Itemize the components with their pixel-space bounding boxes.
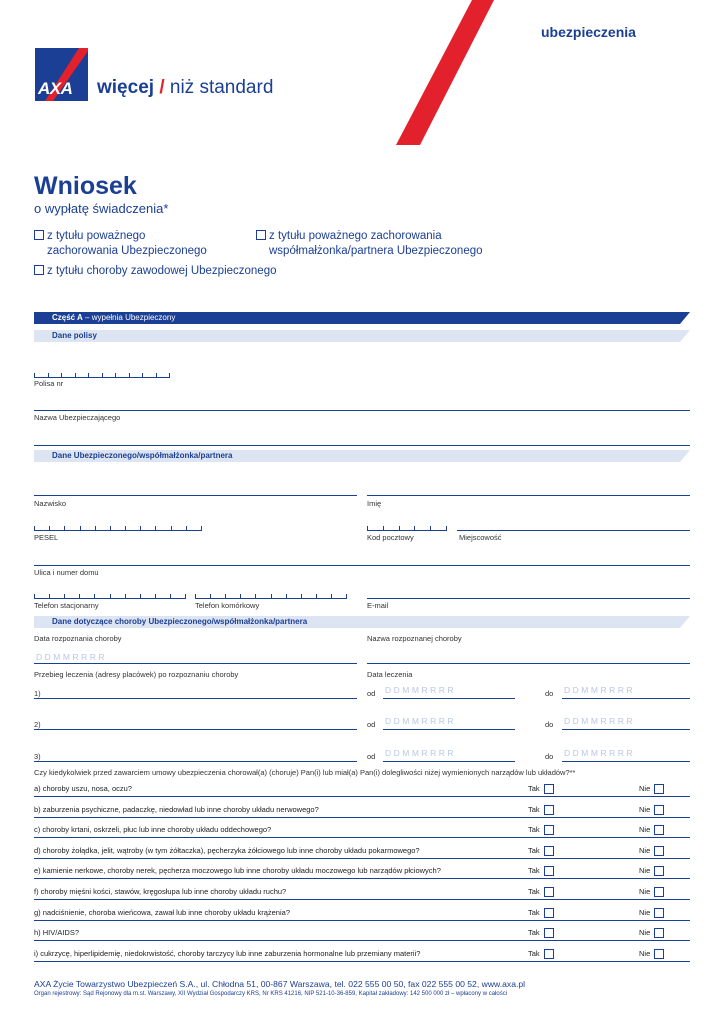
no-label: Nie (639, 825, 651, 835)
option-spouse-illness[interactable] (256, 229, 483, 259)
yes-label: Tak (528, 866, 540, 876)
digit-divider (185, 594, 186, 598)
no-label: Nie (639, 783, 651, 793)
digit-divider (225, 594, 226, 598)
dane-polisy-heading: Dane polisy (52, 331, 97, 340)
from-date-field[interactable]: DDMMRRRR (385, 748, 456, 758)
treatment-date-label: Data leczenia (367, 670, 413, 679)
digit-divider (110, 526, 111, 530)
health-question-text: c) choroby krtani, oskrzeli, płuc lub inne choroby układu oddechowego? (34, 825, 272, 835)
digit-divider (171, 526, 172, 530)
no-option[interactable] (639, 825, 664, 835)
health-question-text: h) HIV/AIDS? (34, 928, 80, 938)
to-date-line (562, 698, 690, 699)
yes-checkbox[interactable] (544, 784, 554, 794)
no-option[interactable] (639, 784, 664, 794)
no-label: Nie (639, 928, 651, 938)
treatment-course-label: Przebieg leczenia (adresy placówek) po rozpoznaniu choroby (34, 670, 239, 679)
digit-divider (240, 594, 241, 598)
digit-divider (286, 594, 287, 598)
health-question-row (34, 817, 690, 838)
no-label: Nie (639, 804, 651, 814)
from-label: od (367, 752, 376, 761)
pesel-field[interactable] (34, 524, 202, 531)
firstname-label: Imię (367, 499, 382, 508)
no-checkbox[interactable] (654, 825, 664, 835)
page-subtitle: o wypłatę świadczenia* (34, 201, 169, 216)
digit-divider (94, 594, 95, 598)
digit-divider (49, 526, 50, 530)
yes-option[interactable] (528, 825, 554, 835)
firstname-line[interactable] (367, 495, 690, 496)
diagnosis-date-label: Data rozpoznania choroby (34, 634, 122, 643)
yes-label: Tak (528, 928, 540, 938)
digit-divider (331, 594, 332, 598)
yes-option[interactable] (528, 908, 554, 918)
yes-option[interactable] (528, 887, 554, 897)
digit-divider (195, 594, 196, 598)
digit-divider (61, 373, 62, 377)
section-a-title: Część A – wypełnia Ubezpieczony (52, 313, 176, 322)
digit-divider (346, 594, 347, 598)
health-question-text: d) choroby żołądka, jelit, wątroby (w tym żółtaczka), pęcherzyka żółciowego lub inne choroby układu pokarmowego? (34, 845, 420, 855)
no-option[interactable] (639, 866, 664, 876)
surname-line[interactable] (34, 495, 357, 496)
health-question-row (34, 941, 690, 962)
to-date-field[interactable]: DDMMRRRR (564, 685, 635, 695)
digit-divider (88, 373, 89, 377)
yes-checkbox[interactable] (544, 949, 554, 959)
digit-divider (140, 526, 141, 530)
no-checkbox[interactable] (654, 846, 664, 856)
option-spouse-illness-label2: współmałżonka/partnera Ubezpieczonego (269, 245, 483, 257)
no-label: Nie (639, 886, 651, 896)
health-questions-intro: Czy kiedykolwiek przed zawarciem umowy ubezpieczenia chorował(a) (choruje) Pan(i) lub miał(a) Pan(i) dolegliwości niżej wymienionych narządów lub układów?** (34, 768, 576, 777)
slogan (97, 77, 273, 99)
yes-checkbox[interactable] (544, 805, 554, 815)
yes-checkbox[interactable] (544, 908, 554, 918)
email-label: E-mail (367, 601, 389, 610)
digit-divider (316, 594, 317, 598)
landline-label: Telefon stacjonarny (34, 601, 99, 610)
digit-divider (140, 594, 141, 598)
digit-divider (169, 373, 170, 377)
slogan-slash: / (159, 77, 165, 98)
no-checkbox[interactable] (654, 949, 664, 959)
yes-option[interactable] (528, 928, 554, 938)
axa-logo-text: AXA (38, 79, 73, 98)
yes-label: Tak (528, 886, 540, 896)
treatment-row-number: 2) (34, 720, 41, 729)
digit-divider (49, 594, 50, 598)
treatment-address-line[interactable] (34, 698, 357, 699)
axa-logo (35, 48, 88, 101)
option-own-illness-label2: zachorowania Ubezpieczonego (47, 245, 207, 257)
digit-divider (271, 594, 272, 598)
policy-number-field[interactable] (34, 371, 170, 378)
no-label: Nie (639, 907, 651, 917)
yes-label: Tak (528, 783, 540, 793)
health-question-text: i) cukrzycę, hiperlipidemię, niedokrwistość, choroby tarczycy lub inne zaburzenia hormonalne lub przemiany materii? (34, 948, 421, 958)
digit-divider (125, 594, 126, 598)
option-occupational-label: z tytułu choroby zawodowej Ubezpieczonego (47, 265, 277, 277)
health-question-row (34, 920, 690, 941)
yes-label: Tak (528, 948, 540, 958)
diagnosis-date-field[interactable]: DDMMRRRR (36, 652, 107, 662)
postal-code-field[interactable] (367, 524, 447, 531)
digit-divider (170, 594, 171, 598)
option-occupational-checkbox[interactable] (34, 265, 44, 275)
policyholder-line (34, 410, 690, 411)
treatment-row-number: 3) (34, 752, 41, 761)
email-line[interactable] (367, 598, 690, 599)
digit-divider (142, 373, 143, 377)
health-question-text: f) choroby mięśni kości, stawów, kręgosłupa lub inne choroby układu ruchu? (34, 887, 287, 896)
to-date-line (562, 729, 690, 730)
digit-divider (255, 594, 256, 598)
digit-divider (34, 594, 35, 598)
red-stripe (380, 0, 500, 145)
digit-divider (399, 526, 400, 530)
yes-checkbox[interactable] (544, 887, 554, 897)
yes-option[interactable] (528, 805, 554, 815)
pesel-label: PESEL (34, 533, 59, 542)
treatment-address-line[interactable] (34, 761, 357, 762)
to-label: do (545, 689, 554, 698)
digit-divider (64, 594, 65, 598)
no-checkbox[interactable] (654, 928, 664, 938)
digit-divider (155, 594, 156, 598)
digit-divider (102, 373, 103, 377)
diagnosis-name-line[interactable] (367, 663, 690, 664)
digit-divider (301, 594, 302, 598)
health-question-text: e) kamienie nerkowe, choroby nerek, pęcherza moczowego lub inne choroby układu moczowego lub narządów płciowych? (34, 866, 441, 876)
from-label: od (367, 720, 376, 729)
no-option[interactable] (639, 928, 664, 938)
digit-divider (95, 526, 96, 530)
digit-divider (210, 594, 211, 598)
option-spouse-illness-checkbox[interactable] (256, 230, 266, 240)
no-checkbox[interactable] (654, 887, 664, 897)
diagnosis-name-label: Nazwa rozpoznanej choroby (367, 634, 462, 643)
yes-checkbox[interactable] (544, 825, 554, 835)
digit-divider (110, 594, 111, 598)
yes-option[interactable] (528, 949, 554, 959)
yes-label: Tak (528, 845, 540, 855)
digit-divider (75, 373, 76, 377)
health-question-row (34, 858, 690, 879)
choroby-heading: Dane dotyczące choroby Ubezpieczonego/współmałżonka/partnera (52, 617, 308, 626)
from-label: od (367, 689, 376, 698)
health-question-row (34, 838, 690, 859)
brand-tag: ubezpieczenia (541, 24, 636, 40)
policy-number-label: Polisa nr (34, 379, 64, 388)
option-own-illness-checkbox[interactable] (34, 230, 44, 240)
street-label: Ulica i numer domu (34, 568, 99, 577)
postal-code-label: Kod pocztowy (367, 533, 414, 542)
no-checkbox[interactable] (654, 908, 664, 918)
digit-divider (430, 526, 431, 530)
no-checkbox[interactable] (654, 866, 664, 876)
yes-checkbox[interactable] (544, 846, 554, 856)
digit-divider (383, 526, 384, 530)
option-own-illness-label1: z tytułu poważnego (47, 230, 146, 242)
health-question-row (34, 900, 690, 921)
digit-divider (80, 526, 81, 530)
no-option[interactable] (639, 887, 664, 897)
no-option[interactable] (639, 805, 664, 815)
no-option[interactable] (639, 949, 664, 959)
to-label: do (545, 752, 554, 761)
yes-label: Tak (528, 825, 540, 835)
digit-divider (125, 526, 126, 530)
city-line[interactable] (457, 530, 690, 531)
footer-company: AXA Życie Towarzystwo Ubezpieczeń S.A., ul. Chłodna 51, 00-867 Warszawa, tel. 022 555 00 50, fax 022 555 00 52, www.axa.pl (34, 979, 526, 989)
health-question-text: g) nadciśnienie, choroba wieńcowa, zawał lub inne choroby układu krążenia? (34, 907, 290, 917)
divider-line (34, 445, 690, 446)
from-date-line (383, 698, 515, 699)
to-date-field[interactable]: DDMMRRRR (564, 716, 635, 726)
street-line[interactable] (34, 565, 690, 566)
yes-label: Tak (528, 907, 540, 917)
health-question-row (34, 797, 690, 818)
diagnosis-date-line (34, 663, 357, 664)
surname-label: Nazwisko (34, 499, 67, 508)
mobile-field[interactable] (195, 592, 347, 599)
digit-divider (201, 526, 202, 530)
option-own-illness[interactable] (34, 229, 207, 259)
from-date-field[interactable]: DDMMRRRR (385, 716, 456, 726)
page-title: Wniosek (34, 172, 137, 200)
slogan-bold: więcej (97, 77, 155, 98)
digit-divider (48, 373, 49, 377)
health-question-text: b) zaburzenia psychiczne, padaczkę, niedowład lub inne choroby układu nerwowego? (34, 804, 319, 814)
no-label: Nie (639, 948, 651, 958)
mobile-label: Telefon komórkowy (195, 601, 260, 610)
no-option[interactable] (639, 846, 664, 856)
slogan-rest: niż standard (169, 77, 274, 98)
policyholder-label: Nazwa Ubezpieczającego (34, 413, 121, 422)
health-question-row (34, 776, 690, 797)
digit-divider (186, 526, 187, 530)
yes-checkbox[interactable] (544, 866, 554, 876)
health-question-row (34, 879, 690, 900)
to-date-field[interactable]: DDMMRRRR (564, 748, 635, 758)
no-checkbox[interactable] (654, 805, 664, 815)
digit-divider (156, 373, 157, 377)
no-option[interactable] (639, 908, 664, 918)
yes-option[interactable] (528, 784, 554, 794)
no-checkbox[interactable] (654, 784, 664, 794)
no-label: Nie (639, 866, 651, 876)
health-question-text: a) choroby uszu, nosa, oczu? (34, 784, 132, 793)
city-label: Miejscowość (459, 533, 502, 542)
digit-divider (129, 373, 130, 377)
digit-divider (414, 526, 415, 530)
treatment-row-number: 1) (34, 689, 41, 698)
no-label: Nie (639, 845, 651, 855)
from-date-line (383, 729, 515, 730)
digit-divider (115, 373, 116, 377)
landline-field[interactable] (34, 592, 186, 599)
digit-divider (79, 594, 80, 598)
yes-option[interactable] (528, 846, 554, 856)
footer-registry: Organ rejestrowy: Sąd Rejonowy dla m.st. Warszawy, XII Wydział Gospodarczy KRS, Nr KRS 41216, NIP 521-10-36-859, Kapitał zakładowy: 142 500 000 zł – wpłacony w całości (34, 991, 508, 997)
option-spouse-illness-label1: z tytułu poważnego zachorowania (269, 230, 442, 242)
digit-divider (34, 526, 35, 530)
yes-option[interactable] (528, 866, 554, 876)
digit-divider (34, 373, 35, 377)
digit-divider (64, 526, 65, 530)
option-occupational[interactable] (34, 265, 277, 277)
dane-polisy-bar (34, 330, 690, 342)
from-date-field[interactable]: DDMMRRRR (385, 685, 456, 695)
yes-label: Tak (528, 804, 540, 814)
digit-divider (367, 526, 368, 530)
digit-divider (155, 526, 156, 530)
to-date-line (562, 761, 690, 762)
to-label: do (545, 720, 554, 729)
treatment-address-line[interactable] (34, 729, 357, 730)
dane-ubezp-heading: Dane Ubezpieczonego/współmałżonka/partnera (52, 451, 233, 460)
digit-divider (446, 526, 447, 530)
from-date-line (383, 761, 515, 762)
yes-checkbox[interactable] (544, 928, 554, 938)
